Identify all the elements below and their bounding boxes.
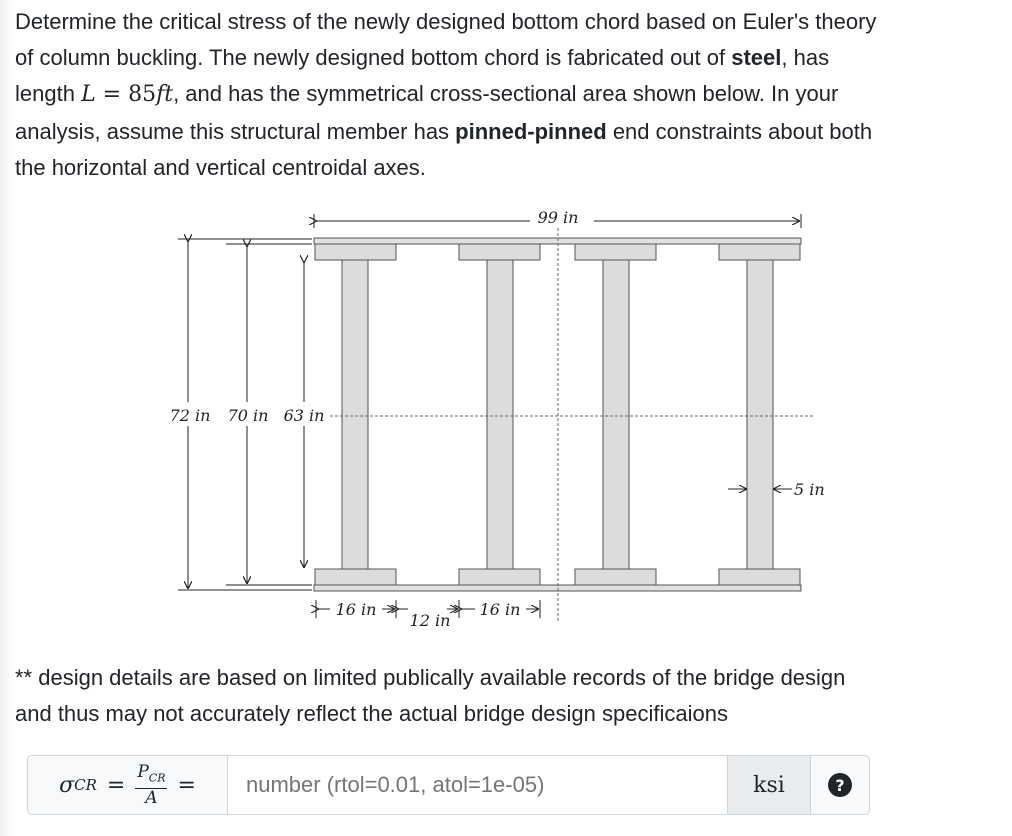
left-margin-shade: [0, 0, 14, 836]
material-bold: steel: [731, 45, 782, 71]
cross-section-diagram: [160, 200, 840, 640]
problem-text-2a: of column buckling. The newly designed bottom chord is fabricated out of: [15, 45, 732, 71]
question-circle-icon[interactable]: ?: [828, 773, 852, 797]
dim-web-label: 5 in: [794, 480, 825, 499]
beam3-bottom-flange: [575, 569, 656, 585]
design-note: [15, 660, 1000, 732]
problem-text-1: Determine the critical stress of the newly designed bottom chord based on Euler's theory: [15, 9, 877, 34]
sigma-symbol: σ: [59, 772, 75, 798]
beam3-web: [603, 260, 629, 569]
problem-line-1: [15, 4, 1000, 40]
cross-section-figure: [160, 200, 840, 640]
dim-width-label: 99 in: [537, 208, 579, 227]
problem-text-4a: analysis, assume this structural member has: [15, 118, 456, 144]
problem-text-4b: end constraints about both: [606, 118, 873, 144]
sigma-subscript: CR: [74, 776, 97, 794]
beam2-web: [487, 260, 513, 569]
dim-flange1-label: 16 in: [335, 600, 377, 619]
dim-flange2-label: 16 in: [479, 600, 521, 619]
dim-h3-label: 63 in: [283, 406, 325, 425]
dim-h1-label: 72 in: [169, 406, 211, 425]
problem-line-5: [15, 150, 1000, 186]
beam4-web: [747, 260, 773, 569]
numerator-subscript: CR: [148, 771, 166, 785]
length-unit: ft: [156, 82, 174, 108]
dim-h2-label: 70 in: [227, 406, 269, 425]
beam4-top-flange: [719, 244, 800, 260]
problem-text-2b: , has: [781, 45, 830, 71]
fraction-numerator: [135, 763, 167, 788]
fraction-denominator: A: [145, 787, 158, 808]
problem-line-2: [15, 40, 1000, 76]
fraction: [135, 763, 167, 806]
problem-text-3b: , and has the symmetrical cross-sectional area shown below. In your: [173, 81, 839, 107]
length-value: = 85: [95, 82, 157, 108]
answer-input-group: [27, 755, 870, 815]
unit-label: ksi: [728, 756, 811, 814]
length-symbol: L: [81, 82, 96, 108]
numerator-symbol: P: [137, 762, 149, 783]
problem-line-4: [15, 114, 1000, 150]
equals-sign-2: =: [177, 772, 196, 798]
problem-text-5: the horizontal and vertical centroidal axes.: [15, 154, 426, 180]
beam1-top-flange: [315, 244, 396, 260]
beam2-top-flange: [459, 244, 540, 260]
note-line-2: and thus may not accurately reflect the actual bridge design specificaions: [15, 701, 728, 727]
answer-formula-label: [28, 756, 228, 814]
beam2-bottom-flange: [459, 569, 540, 585]
problem-line-3: [15, 76, 1000, 113]
beam4-bottom-flange: [719, 569, 800, 585]
problem-statement: [15, 4, 1000, 186]
beam1-bottom-flange: [315, 569, 396, 585]
beam1-web: [342, 260, 368, 569]
problem-text-3a: length: [15, 81, 82, 107]
answer-number-input[interactable]: [228, 756, 728, 814]
beam3-top-flange: [575, 244, 656, 260]
note-line-1: ** design details are based on limited publically available records of the bridge design: [15, 665, 846, 690]
constraint-bold: pinned-pinned: [455, 118, 607, 144]
equals-sign: =: [106, 772, 126, 798]
dim-gap-label: 12 in: [409, 611, 451, 630]
help-button[interactable]: [811, 756, 869, 814]
